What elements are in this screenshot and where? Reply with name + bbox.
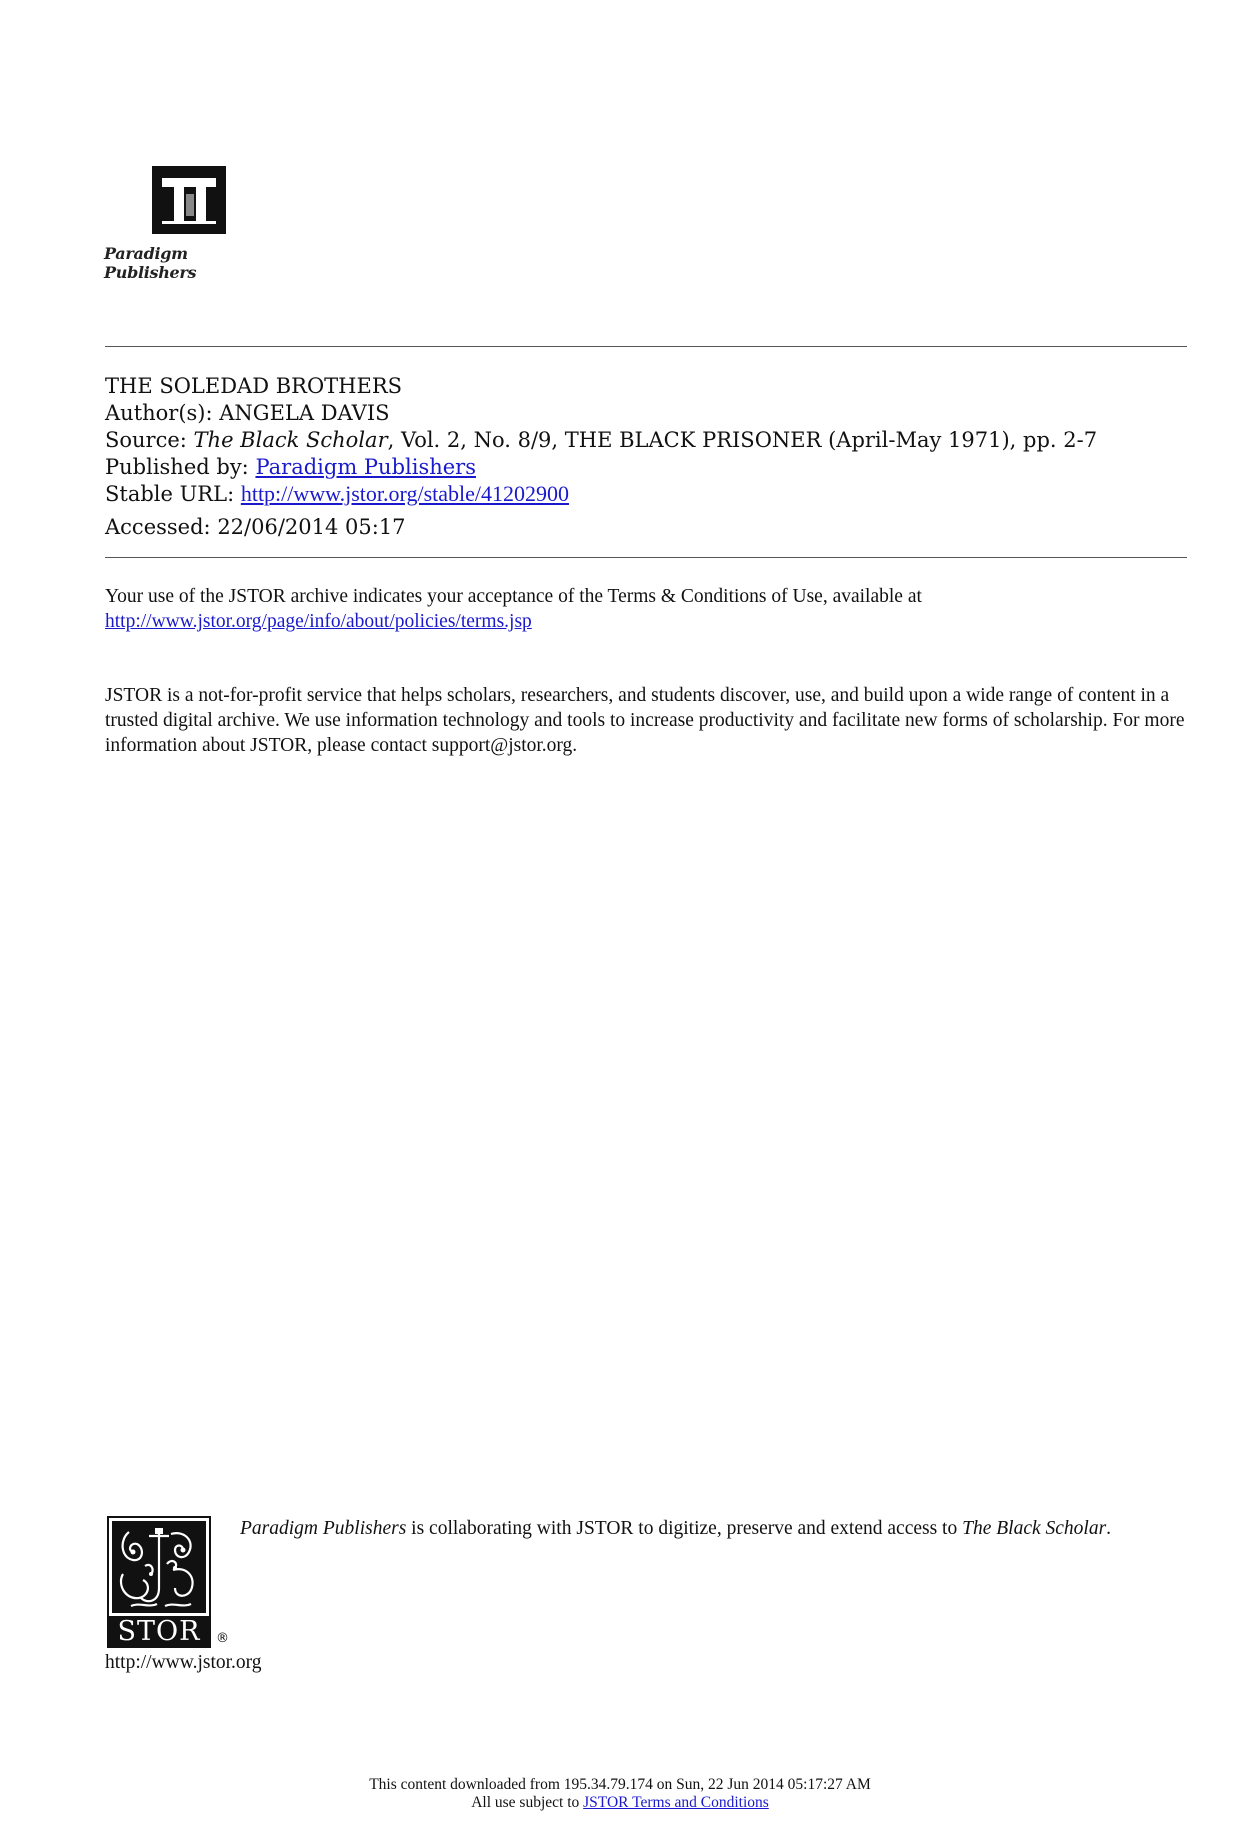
- stable-url-line: [105, 481, 569, 507]
- terms-text: Your use of the JSTOR archive indicates your acceptance of the Terms & Conditions of Use, available at: [105, 586, 922, 607]
- publisher-logo: [104, 166, 280, 282]
- source-line: [105, 427, 1097, 453]
- published-label: Published by:: [105, 455, 249, 479]
- jstor-terms-link[interactable]: JSTOR Terms and Conditions: [583, 1794, 769, 1811]
- jstor-logo-word: STOR: [109, 1616, 209, 1648]
- author-label: Author(s):: [105, 401, 213, 425]
- stable-url-label: Stable URL:: [105, 482, 235, 506]
- author-name: ANGELA DAVIS: [219, 401, 390, 425]
- stable-url-link[interactable]: http://www.jstor.org/stable/41202900: [240, 481, 569, 506]
- jstor-url[interactable]: http://www.jstor.org: [105, 1652, 262, 1673]
- collab-end: .: [1106, 1518, 1112, 1539]
- terms-link[interactable]: http://www.jstor.org/page/info/about/policies/terms.jsp: [105, 611, 532, 632]
- paradigm-publishers-logo-icon: [152, 166, 226, 234]
- jstor-logo: [107, 1516, 217, 1648]
- source-details: , Vol. 2, No. 8/9, THE BLACK PRISONER (April-May 1971), pp. 2-7: [387, 428, 1098, 452]
- author-line: [105, 400, 390, 426]
- collaboration-statement: [240, 1518, 1111, 1540]
- article-title: THE SOLEDAD BROTHERS: [105, 374, 403, 398]
- publisher-link[interactable]: Paradigm Publishers: [255, 455, 476, 479]
- publisher-logo-name: Paradigm Publishers: [104, 244, 197, 282]
- accessed-label: Accessed:: [105, 515, 211, 539]
- source-journal: The Black Scholar: [193, 428, 388, 452]
- usage-terms-line: [0, 1794, 1240, 1812]
- usage-prefix: All use subject to: [471, 1794, 584, 1811]
- registered-mark: ®: [216, 1631, 229, 1646]
- bottom-divider: [105, 557, 1187, 558]
- jstor-logo-icon: [107, 1516, 211, 1648]
- accessed-date: 22/06/2014 05:17: [217, 515, 406, 539]
- accessed-line: [105, 514, 406, 540]
- source-label: Source:: [105, 428, 187, 452]
- about-jstor-paragraph: JSTOR is a not-for-profit service that helps scholars, researchers, and students discover, use, and build upon a wide range of content in a trusted digital archive. We use information technology and tools to increase productivity and facilitate new forms of scholarship. For more information about JSTOR, please contact support@jstor.org.: [105, 685, 1185, 756]
- terms-paragraph: [105, 584, 1190, 634]
- download-info: This content downloaded from 195.34.79.174 on Sun, 22 Jun 2014 05:17:27 AM: [369, 1776, 871, 1793]
- collab-publisher: Paradigm Publishers: [240, 1518, 407, 1539]
- published-by-line: [105, 454, 476, 480]
- collab-middle: is collaborating with JSTOR to digitize, preserve and extend access to: [406, 1518, 963, 1539]
- collab-journal: The Black Scholar: [962, 1518, 1107, 1539]
- top-divider: [105, 346, 1187, 347]
